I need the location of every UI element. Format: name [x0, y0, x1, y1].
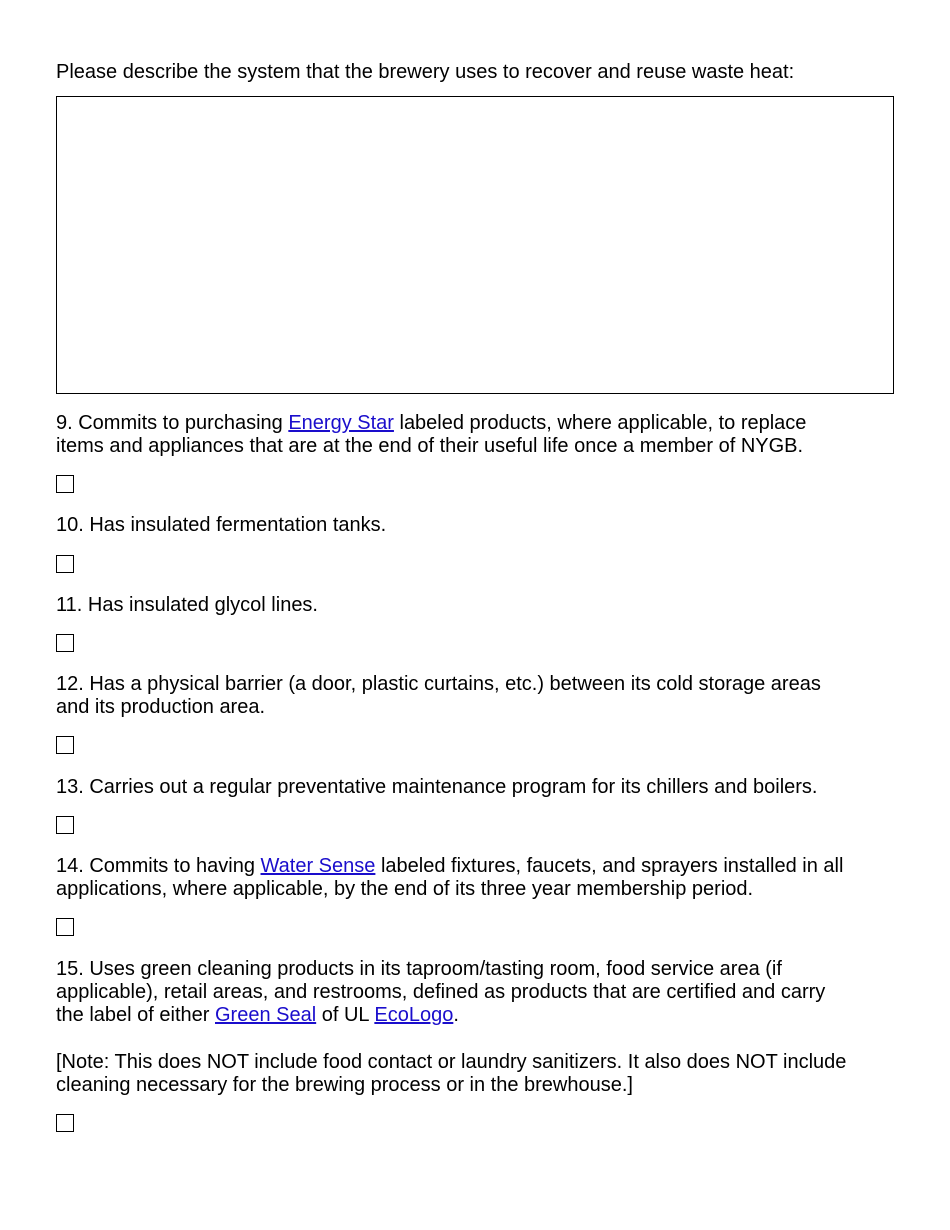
- item-15-text-middle: of UL: [316, 1004, 375, 1026]
- item-15-checkbox[interactable]: [56, 1114, 74, 1132]
- item-9-text: [56, 412, 856, 458]
- item-10-checkbox[interactable]: [56, 555, 74, 573]
- water-sense-link[interactable]: Water Sense: [260, 855, 376, 877]
- item-15-text: [56, 958, 856, 1027]
- ecologo-link[interactable]: EcoLogo: [374, 1004, 454, 1026]
- item-13-checkbox[interactable]: [56, 816, 74, 834]
- item-12-checkbox[interactable]: [56, 736, 74, 754]
- item-9-text-end: labeled products, where applicable, to replace items and appliances that are at the end of their useful life once a member of NYGB.: [56, 412, 807, 457]
- item-13-text: 13. Carries out a regular preventative maintenance program for its chillers and boilers.: [56, 776, 818, 798]
- item-11-checkbox[interactable]: [56, 634, 74, 652]
- item-9-text-start: 9. Commits to purchasing: [56, 412, 289, 434]
- waste-heat-prompt: Please describe the system that the brewery uses to recover and reuse waste heat:: [56, 61, 795, 83]
- item-14-text: [56, 855, 856, 901]
- item-12-text: 12. Has a physical barrier (a door, plastic curtains, etc.) between its cold storage areas and its production area.: [56, 673, 821, 718]
- item-14-text-start: 14. Commits to having: [56, 855, 261, 877]
- waste-heat-text-area[interactable]: [56, 96, 894, 394]
- item-11-text: 11. Has insulated glycol lines.: [56, 594, 318, 616]
- energy-star-link[interactable]: Energy Star: [288, 412, 394, 434]
- item-14-checkbox[interactable]: [56, 918, 74, 936]
- green-seal-link[interactable]: Green Seal: [215, 1004, 317, 1026]
- item-15-text-start: 15. Uses green cleaning products in its taproom/tasting room, food service area (if applicable), retail areas, and restrooms, defined as products that are certified and carry the label of either: [56, 958, 826, 1026]
- item-15-note: [Note: This does NOT include food contact or laundry sanitizers. It also does NOT include cleaning necessary for the brewing process or in the brewhouse.]: [56, 1051, 847, 1096]
- item-10-text: 10. Has insulated fermentation tanks.: [56, 514, 387, 536]
- item-14-text-end: labeled fixtures, faucets, and sprayers installed in all applications, where applicable, by the end of its three year membership period.: [56, 855, 844, 900]
- item-9-checkbox[interactable]: [56, 475, 74, 493]
- item-15-text-end: .: [453, 1004, 459, 1026]
